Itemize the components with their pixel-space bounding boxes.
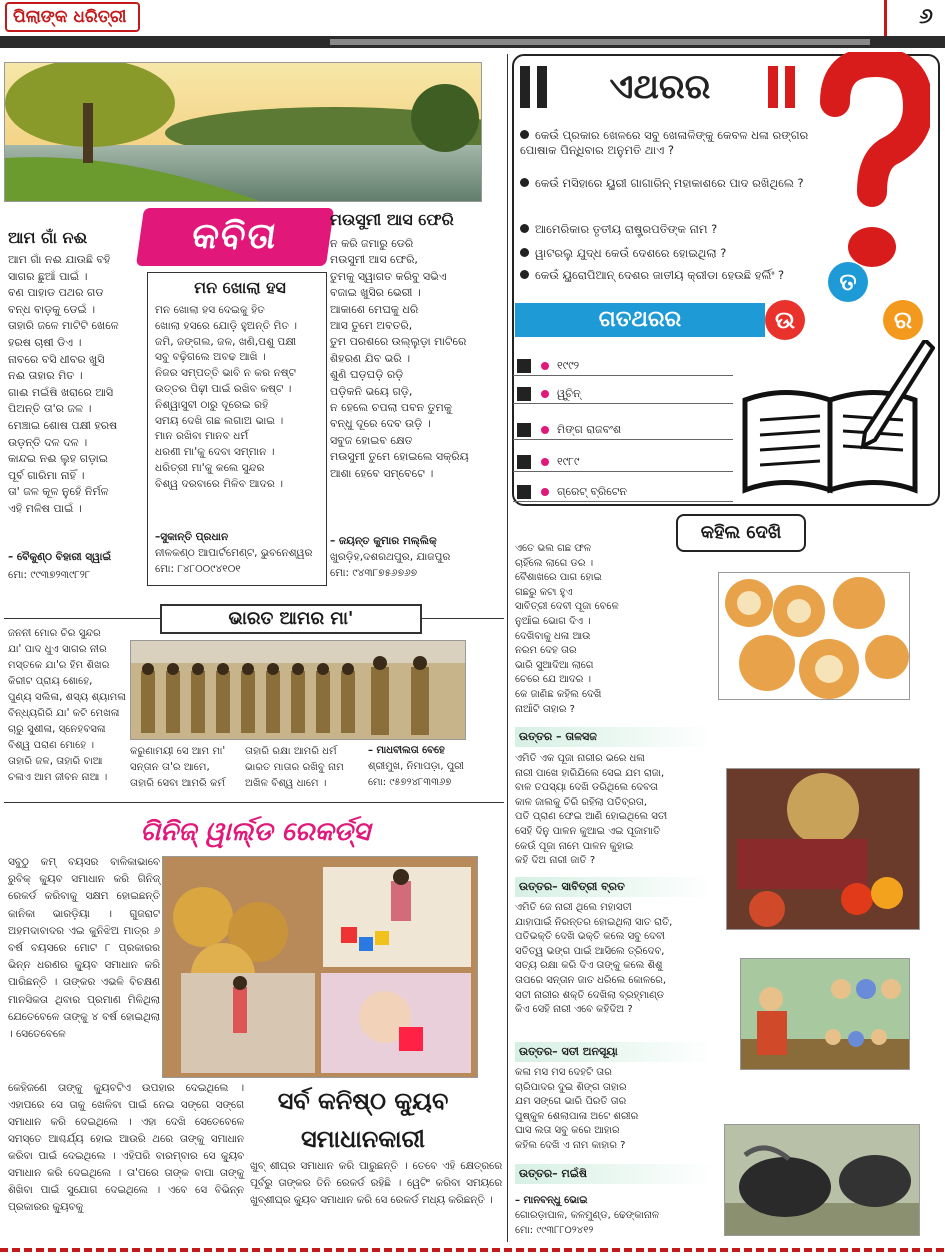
- quiz-title: ଏଥରର: [609, 67, 711, 107]
- savitri-puja-photo: [726, 768, 920, 930]
- bullet-icon: [520, 178, 529, 187]
- palm-fruit-image: [719, 573, 910, 700]
- quiz-title-bar-right-2: [785, 66, 795, 108]
- poem1-body: ଆମ ଗାଁ ନଈ ଯାଉଛି ବହି ସାଗର ଛୁଆଁ ପାଇଁ । ବଣ ପାହାଡ ପଥର ଗଡ ବନ୍ଧ ବାଡ଼କୁ ଡେଇଁ । ତାହାରି ଜଳେ ମାଟିଟି ଖେଳେ ହରଷ ଚାଷୀ ଡିଏ । ନାବରେ ବସି ଧୀବର ଖୁସି ନଈ ତାହାର ମିତ । ଗାଈ ମଇଁଷି ଖରାରେ ଆସି ପିଅନ୍ତି ତା'ର ଜଳ । ମେଞ୍ଚାଇ ଶୋଷ ପକ୍ଷୀ ହରଷ ଉଡ଼ନ୍ତି ଦଳ ଦଳ । କାନ୍ଦଇ ନଈ ଲୁହ ଗଡ଼ାଇ ପୂର୍ବ ଗାରିମା ନାହିଁ । ତା' ଜଳ କୂଳ ନୁହେଁ ନିର୍ମଳ ଏହି ମଳିଷ ପାଇଁ ।: [8, 253, 119, 515]
- masthead-logo: [5, 2, 140, 32]
- poem3-author: – ଜୟନ୍ତ କୁମାର ମଲ୍ଲିକ୍: [330, 535, 437, 547]
- quiz-question-5: କେଉଁ ୟୁରୋପିଆନ୍ ଦେଶର ଜାତୀୟ କ୍ରୀଡା ହେଉଛି ହର୍ଲିଂ ?: [520, 268, 820, 283]
- square-bullet-icon: [517, 455, 531, 469]
- dot-icon: [541, 488, 549, 496]
- answer-circle-u: ଉ: [765, 300, 805, 340]
- column-divider: [507, 54, 508, 594]
- riddle-4-text: କଳା ମସ ମସ ଦେହଟି ତାର ଚାରିପାଦର ଦୁଇ ଶିଙ୍ଗ ତାହାର ଯମ ସଙ୍ଗେ ଭାରି ପିରତି ତାର ପୁଷ୍କୁଳ ଶେଲାପାଳା ଅଟେ ଶରୀର ଘାସ ଲତା ସବୁ କରେ ଆହାର କହିଲ ଦେଖି ଏ ନାମ କାହାର ?: [515, 1067, 639, 1151]
- quiz-title-bar-right-1: [768, 66, 778, 108]
- quiz-title-bar-left-1: [520, 66, 530, 108]
- riddle-3-text: ଏମିତି ଜେ ନାରୀ ଥିଲେ ମହାସତୀ ଯାହାପାଇଁ ନିରନ୍ତର ହୋଇଥିଲା ସାତ ରାତି, ପତିଭକ୍ତି ଦେଖି ଭକ୍ତି କଲେ ସବୁ ଦେବୀ ସତିତ୍ୱ ଭଙ୍ଗ ପାଇଁ ଆସିଲେ ତ୍ରିଦେବ, ସତ୍ୟ ରକ୍ଷା କରି ଦିଏ ତାଙ୍କୁ କଲେ ଶିଶୁ ତାପରେ ସନ୍ତାନ ଜାତ ଧରିଲେ କୋଳରେ, ସତୀ ନାରୀର ଶକ୍ତି ଦେଖିଲା ବ୍ରହ୍ମାଣ୍ଡ କିଏ ସେହି ନାରୀ ଏବେ କହିଦିଅ ?: [515, 902, 673, 1016]
- parade-image: [131, 641, 466, 740]
- poem2-author: –ସୁକାନ୍ତି ପ୍ରଧାନ: [155, 531, 229, 543]
- dot-icon: [541, 362, 549, 370]
- bullet-icon: [520, 130, 529, 139]
- bharat-body-left: ଜନନୀ ମୋର ଚିର ସୁନ୍ଦର ଯା' ପାଦ ଧୁଏ ସାଗର ନୀର ମସ୍ତକେ ଯା'ର ହିମ ଶିଖର କିରୀଟ ପ୍ରାୟ ଶୋହେ, ପୁଣ୍ୟ ସଲିଳା, ଶସ୍ୟ ଶ୍ୟାମଳା ବିନ୍ଧ୍ୟଗିରି ଯା' କଟି ମେଖଳା ଚାରୁ ସୁଶୀଳା, ସ୍ନେହବସଳା ବିଶ୍ୱ ପରାଣ ମୋହେ । ତାହାରି ଜଳ, ତାହାରି ବାଆ ଚଳାଏ ଆମ ଜୀବନ ନାଆ ।: [8, 628, 127, 783]
- bullet-icon: [520, 224, 529, 233]
- parade-photo: [130, 640, 466, 740]
- riddle-2-answer: ଉତ୍ତର– ସାବିତ୍ରୀ ବ୍ରତ: [515, 877, 715, 897]
- book-pencil-icon: [735, 340, 935, 500]
- answer-row-5: ଗ୍ରେଟ୍ ବ୍ରିଟେନ: [513, 482, 733, 502]
- quiz-question-3: ଆମେରିକାର ତୃତୀୟ ରାଷ୍ଟ୍ରପତିଙ୍କ ନାମ ?: [520, 222, 820, 237]
- square-bullet-icon: [517, 359, 531, 373]
- poem2-title: ମନ ଖୋଲା ହସ: [194, 278, 286, 297]
- square-bullet-icon: [517, 485, 531, 499]
- cube-collage-photo: [162, 856, 478, 1078]
- answer-circle-ra: ର: [883, 300, 923, 340]
- riddle-1-text: ଏତେ ଭଲ ଗଛ ଫଳ ଚାହିଁଲେ ଲାଗେ ଡର । ବୈଶାଖରେ ପାଗ ହୋଇ ଗଛରୁ କଟା ହୁଏ ସାବିତ୍ରୀ ଦେବୀ ପୂଜା ବେଳେ ନୁଆଁଇ ଭୋଗ ଦିଏ । ଦେଖିବାକୁ ଧଳା ଆଉ ନରମ ଦେହ ତାର ଭାରି ସୁଆଦିଆ ଲାଗେ ଚେରେ ଯେ ଆଦର । କେ ଜାଣିଛ କହିଲ ଦେଖି ନାଆଁଟି ତାହାର ?: [515, 543, 619, 715]
- footer-dashed-bar: [0, 1248, 945, 1252]
- quiz-question-4: ୱାଟରଲୁ ଯୁଦ୍ଧ କେଉଁ ଦେଶରେ ହୋଇଥିଲା ?: [520, 246, 820, 261]
- bullet-icon: [520, 270, 529, 279]
- riddle-4-answer: ଉତ୍ତର– ମଇଁଷି: [515, 1164, 715, 1184]
- anasuya-painting-photo: [740, 958, 910, 1070]
- answer-row-4: ୧୯୮୯: [513, 452, 733, 472]
- guinness-headline: ସର୍ବ କନିଷ୍ଠ କ୍ୟୁବ ସମାଧାନକାରୀ: [277, 1087, 449, 1153]
- riddle-2-text: ଏମିତି ଏକ ପୂଜା ନାରୀର ଭରେ ଧଳା ନାରୀ ପାଖେ ହାରିଯିଲେ ସେଇ ଯମ ରାଜା, ବାଳ ତପସ୍ୟା ଦେଖି ଡରିଥିଲେ ଦେବତା କାଳ ଜାଲକୁ ଚିରି ରହିଲା ପତିବ୍ରତା, ପତି ପ୍ରାଣ ଫେଇ ଆଣି ହୋଇଥିଲେ ସତୀ ସେହି ଦିନୁ ପାଳନ କୁଆଇ ଏଇ ପୂଜାମାତି କେଉଁ ପୂଜା ନାମେ ପାଳନ କୁହାଇ କହି ଦିଅ ନାରୀ ଜାତି ?: [515, 753, 668, 867]
- poem2-phone: ମୋ: ୮୪୮୦୦୯୪୧୦୧: [155, 563, 241, 575]
- cube-collage-image: [163, 857, 478, 1078]
- bharat-phone: ମୋ: ୯୫୭୨୪୮୩୩୬୭: [368, 777, 452, 788]
- riddles-author: – ମାନବନ୍ଧୁ ଭୋଇ: [515, 1195, 588, 1206]
- kabita-banner: କବିତା: [136, 208, 334, 266]
- poem2-body: ମନ ଖୋଲା ହସ ଦେଇକୁ ହିତ ଖୋଲା ହସରେ ଯୋଡ଼ି ହୁଅନ୍ତି ମିତ । ଜମି, ଜଙ୍ଗଲ, ଜଳ, ଖଣି,ପଶୁ ପକ୍ଷୀ ସବୁ ବଢ଼ିଗଲେ ଅବଢ ଆଖି । ନିଜର ସମ୍ପତ୍ତି ଭାବି ନ କର ନଷ୍ଟ ଉତ୍ତର ପିଢ଼ୀ ପାଇଁ ରଖିବ କଷ୍ଟ । ନିଶ୍ୱାସୁବୀ ଠାରୁ ଦୂରେଇ ରହି ସମୟ ଦେଖି ଗଛ ଲଗାଅ ଭାଇ । ମାନ ରଖିବା ମାନବ ଧର୍ମ ଧରଣୀ ମା'କୁ ଦେବା ସମ୍ମାନ । ଧରିତ୍ରୀ ମା'କୁ କଲେ ସୁନ୍ଦର ବିଶ୍ୱ ଦରବାରେ ମିଳିବ ଆଦର ।: [155, 304, 298, 490]
- poem2-address: ନୀଳକଣ୍ଠ ଆପାର୍ଟମେଣ୍ଟ, ଭୁବନେଶ୍ୱର: [155, 547, 313, 559]
- guinness-title: ଗିନିଜ୍ ୱାର୍ଲ୍ଡ ରେକର୍ଡ୍ସ: [140, 817, 370, 847]
- bharat-author: – ମାଧବୀଲତା ବେହେ: [368, 745, 445, 756]
- riddles-phone: ମୋ: ୯୯୩୮୮୦୨୪୧୨: [515, 1225, 594, 1236]
- answer-row-3: ମିଙ୍ଗ ରାଜବଂଶ: [513, 420, 733, 440]
- question-mark-icon: [810, 52, 930, 272]
- guinness-body-main: ସବୁଠୁ କମ୍ ବୟସର ବାଳିକାଭାବେ ରୁବିକ୍ କ୍ୟୁବ ସମାଧାନ କରି ଗିନିଜ୍ ରେକର୍ଡ କରିବାକୁ ସକ୍ଷମ ହୋଇଛନ୍ତି କାନିକା ଭାରଡ଼ିୟା । ଗୁଜରାଟ ଅହମଦାବାଦର ଏଇ କୁନିଝିଅ ମାତ୍ର ୬ ବର୍ଷ ବୟସରେ ମୋଟ ୮ ପ୍ରକାରର ଭିନ୍ନ ଧରଣର କ୍ୟୁବ ସମାଧାନ କରି ପାରିଛନ୍ତି । ତାଙ୍କର ଏଭଳି ବିଚକ୍ଷଣ ମାନସିକତା ଥିବାର ପ୍ରମାଣ ମିଳିଥିଲା ଯେତେବେଳେ ତାଙ୍କୁ ୪ ବର୍ଷ ହୋଇଥିଲା । ସେତେବେଳେ: [8, 856, 160, 1041]
- answer-row-1: ୧୯୯୨: [513, 356, 733, 376]
- quiz-title-bar-left-2: [537, 66, 547, 108]
- bharat-address: ଶ୍ରୀମୁଖ, ନିମାପଡ଼ା, ପୁରୀ: [368, 761, 464, 772]
- square-bullet-icon: [517, 423, 531, 437]
- square-bullet-icon: [517, 387, 531, 401]
- guinness-body-bottom: କେହିଜଣେ ତାଙ୍କୁ କ୍ୟୁବଟିଏ ଉପହାର ଦେଇଥିଲେ । ଏହାପରେ ସେ ତାକୁ ଖେଳିବା ପାଇଁ ନେଇ ସଙ୍ଗେ ସଙ୍ଗେ ସମାଧାନ କରି ଦେଇଥିଲେ । ଏହା ଦେଖି ସେତେବେଳେ ସମସ୍ତେ ଆଶ୍ଚର୍ଯ୍ୟ ହୋଇ ଆଉରି ଥରେ ତାଙ୍କୁ ସମାଧାନ କରିବା ପାଇଁ ଦେଇଥିଲେ । ଏହିପରି ବାରମ୍ବାର ସେ କ୍ୟୁବ ସମାଧାନ କରି ଦେଇଥିଲେ । ତା'ପରେ ତାଙ୍କ ବାପା ତାଙ୍କୁ ଶିଖିବା ପାଇଁ ସୁଯୋଗ ଦେଇଥିଲେ । ଏବେ ସେ ବିଭିନ୍ନ ପ୍ରକାରର କ୍ୟୁବକୁ: [8, 1082, 244, 1213]
- bharat-body-right: ତାହାରି ରକ୍ଷା ଆମରି ଧର୍ମ ଭାରତ ମାତାର ରଖିବୁ ନାମ ଅଖିଳ ବିଶ୍ୱ ଧାମେ ।: [245, 746, 344, 789]
- bharat-title: ଭାରତ ଆମର ମା': [160, 604, 422, 634]
- poem3-title: ମଉସୁମୀ ଆସ ଫେରି: [330, 210, 454, 229]
- anasuya-painting-image: [741, 959, 910, 1070]
- dot-icon: [541, 458, 549, 466]
- guinness-body-right: ଖୁବ୍ ଶୀଘ୍ର ସମାଧାନ କରି ପାରୁଛନ୍ତି । ତେବେ ଏହି କ୍ଷେତ୍ରରେ ପୂର୍ବରୁ ତାଙ୍କର ତିନି ରେକର୍ଡ ରହିଛି । ୱେଟିଂ କରିବା ସମୟରେ ଖୁବ୍‌ଶୀଘ୍ର କ୍ୟୁବ ସମାଧାନ କରି ସେ ରେକର୍ଡ ମଧ୍ୟ କରିଛନ୍ତି ।: [250, 1160, 502, 1206]
- savitri-puja-image: [727, 769, 920, 930]
- dot-icon: [541, 426, 549, 434]
- answer-circle-ta: ତ: [828, 262, 868, 302]
- riddle-3-answer: ଉତ୍ତର– ସତୀ ଅନସୂୟା: [515, 1042, 715, 1062]
- page-number: ୬: [919, 4, 933, 29]
- poem3-body: ନ କରି ଜମାରୁ ଡେରି ମଉସୁମୀ ଆସ ଫେରି, ତୁମକୁ ସ୍ୱାଗତ କରିବୁ ସଭିଏ ବଜାଇ ଖୁସିର ଭେରୀ । ଆକାଶେ ମେଘକୁ ଧରି ଆସ ତୁମେ ଅବତରି, ତୁମ ପରଶରେ ଉଲ୍ଲୁଡ଼ା ମାଟିରେ ଶିହରଣ ଯିବ ଭରି । ଶୁଣି ଘଡ଼ଘଡ଼ି ରଡ଼ି ପଡ଼ିକନି ଭୟେ ଗଡ଼ି, ନ ହେଲେ ଚପଲା ପବନ ତୁମକୁ ବନ୍ଧୁ ଦୂରେ ଦେବ ଉଡ଼ି । ସବୁଜ ହୋଇବ କ୍ଷେତ ମଉସୁମୀ ତୁମେ ହୋଇଲେ ସକ୍ରିୟ ଆଶା ହେବେ ସମ୍ବେଟେ ।: [330, 237, 469, 480]
- riddle-1-answer: ଉତ୍ତର – ତାଳସଜ: [515, 727, 715, 747]
- poem1-phone: ମୋ: ୯୯୩୭୨୩୯୮୨୮: [8, 569, 91, 581]
- lake-landscape-photo: [4, 62, 482, 202]
- poem3-address: ଖୁରଡ଼ିହ,ଦଶରଥପୁର, ଯାଜପୁର: [330, 551, 451, 563]
- bharat-body-mid: କରୁଣାମୟୀ ସେ ଆମ ମା' ସନ୍ତାନ ତା'ର ଆମେ, ତାହାରି ସେବା ଆମରି କର୍ମ: [130, 746, 226, 789]
- quiz-question-2: କେଉଁ ମସିହାରେ ୟୁରୀ ଗାଗାରିନ୍ ମହାକାଶରେ ପାଦ ରଖିଥିଲେ ?: [520, 176, 820, 191]
- poem1-title: ଆମ ଗାଁ ନଈ: [8, 228, 88, 247]
- dot-icon: [541, 390, 549, 398]
- buffalo-photo: [724, 1124, 920, 1236]
- riddle-column-divider: [507, 540, 508, 1242]
- lake-landscape-image: [5, 63, 482, 202]
- header-grey-strip: [330, 39, 870, 45]
- poem3-phone: ମୋ: ୯୪୩୮୭୫୬୭୬୭: [330, 567, 418, 579]
- poem1-author: – ବୈକୁଣ୍ଠ ବିହାରୀ ସ୍ୱାଇଁ: [8, 551, 112, 563]
- logo-text: ପିଲାଙ୍କ ଧରିତ୍ରୀ: [13, 7, 127, 27]
- palm-fruit-photo: [718, 572, 910, 700]
- bullet-icon: [520, 248, 529, 257]
- answer-row-2: ୱୁଚିନ୍: [513, 384, 733, 404]
- quiz-question-1: କେଉଁ ପ୍ରକାର ଖେଳରେ ସବୁ ଖେଳାଳିଙ୍କୁ କେବଳ ଧଳା ରଙ୍ଗର ପୋଷାକ ପିନ୍ଧିବାର ଅନୁମତି ଥାଏ ?: [520, 128, 809, 157]
- riddles-address: ଗୋରଡ଼ାପାଳ, କଳମୁଣ୍ଡ, ଢେଙ୍କାନାଳ: [515, 1210, 660, 1221]
- riddles-title: କହିଲ ଦେଖି: [676, 514, 806, 552]
- buffalo-image: [725, 1125, 920, 1236]
- guinness-top-rule: [4, 802, 504, 803]
- answers-title: ଗତଥରର: [515, 303, 765, 337]
